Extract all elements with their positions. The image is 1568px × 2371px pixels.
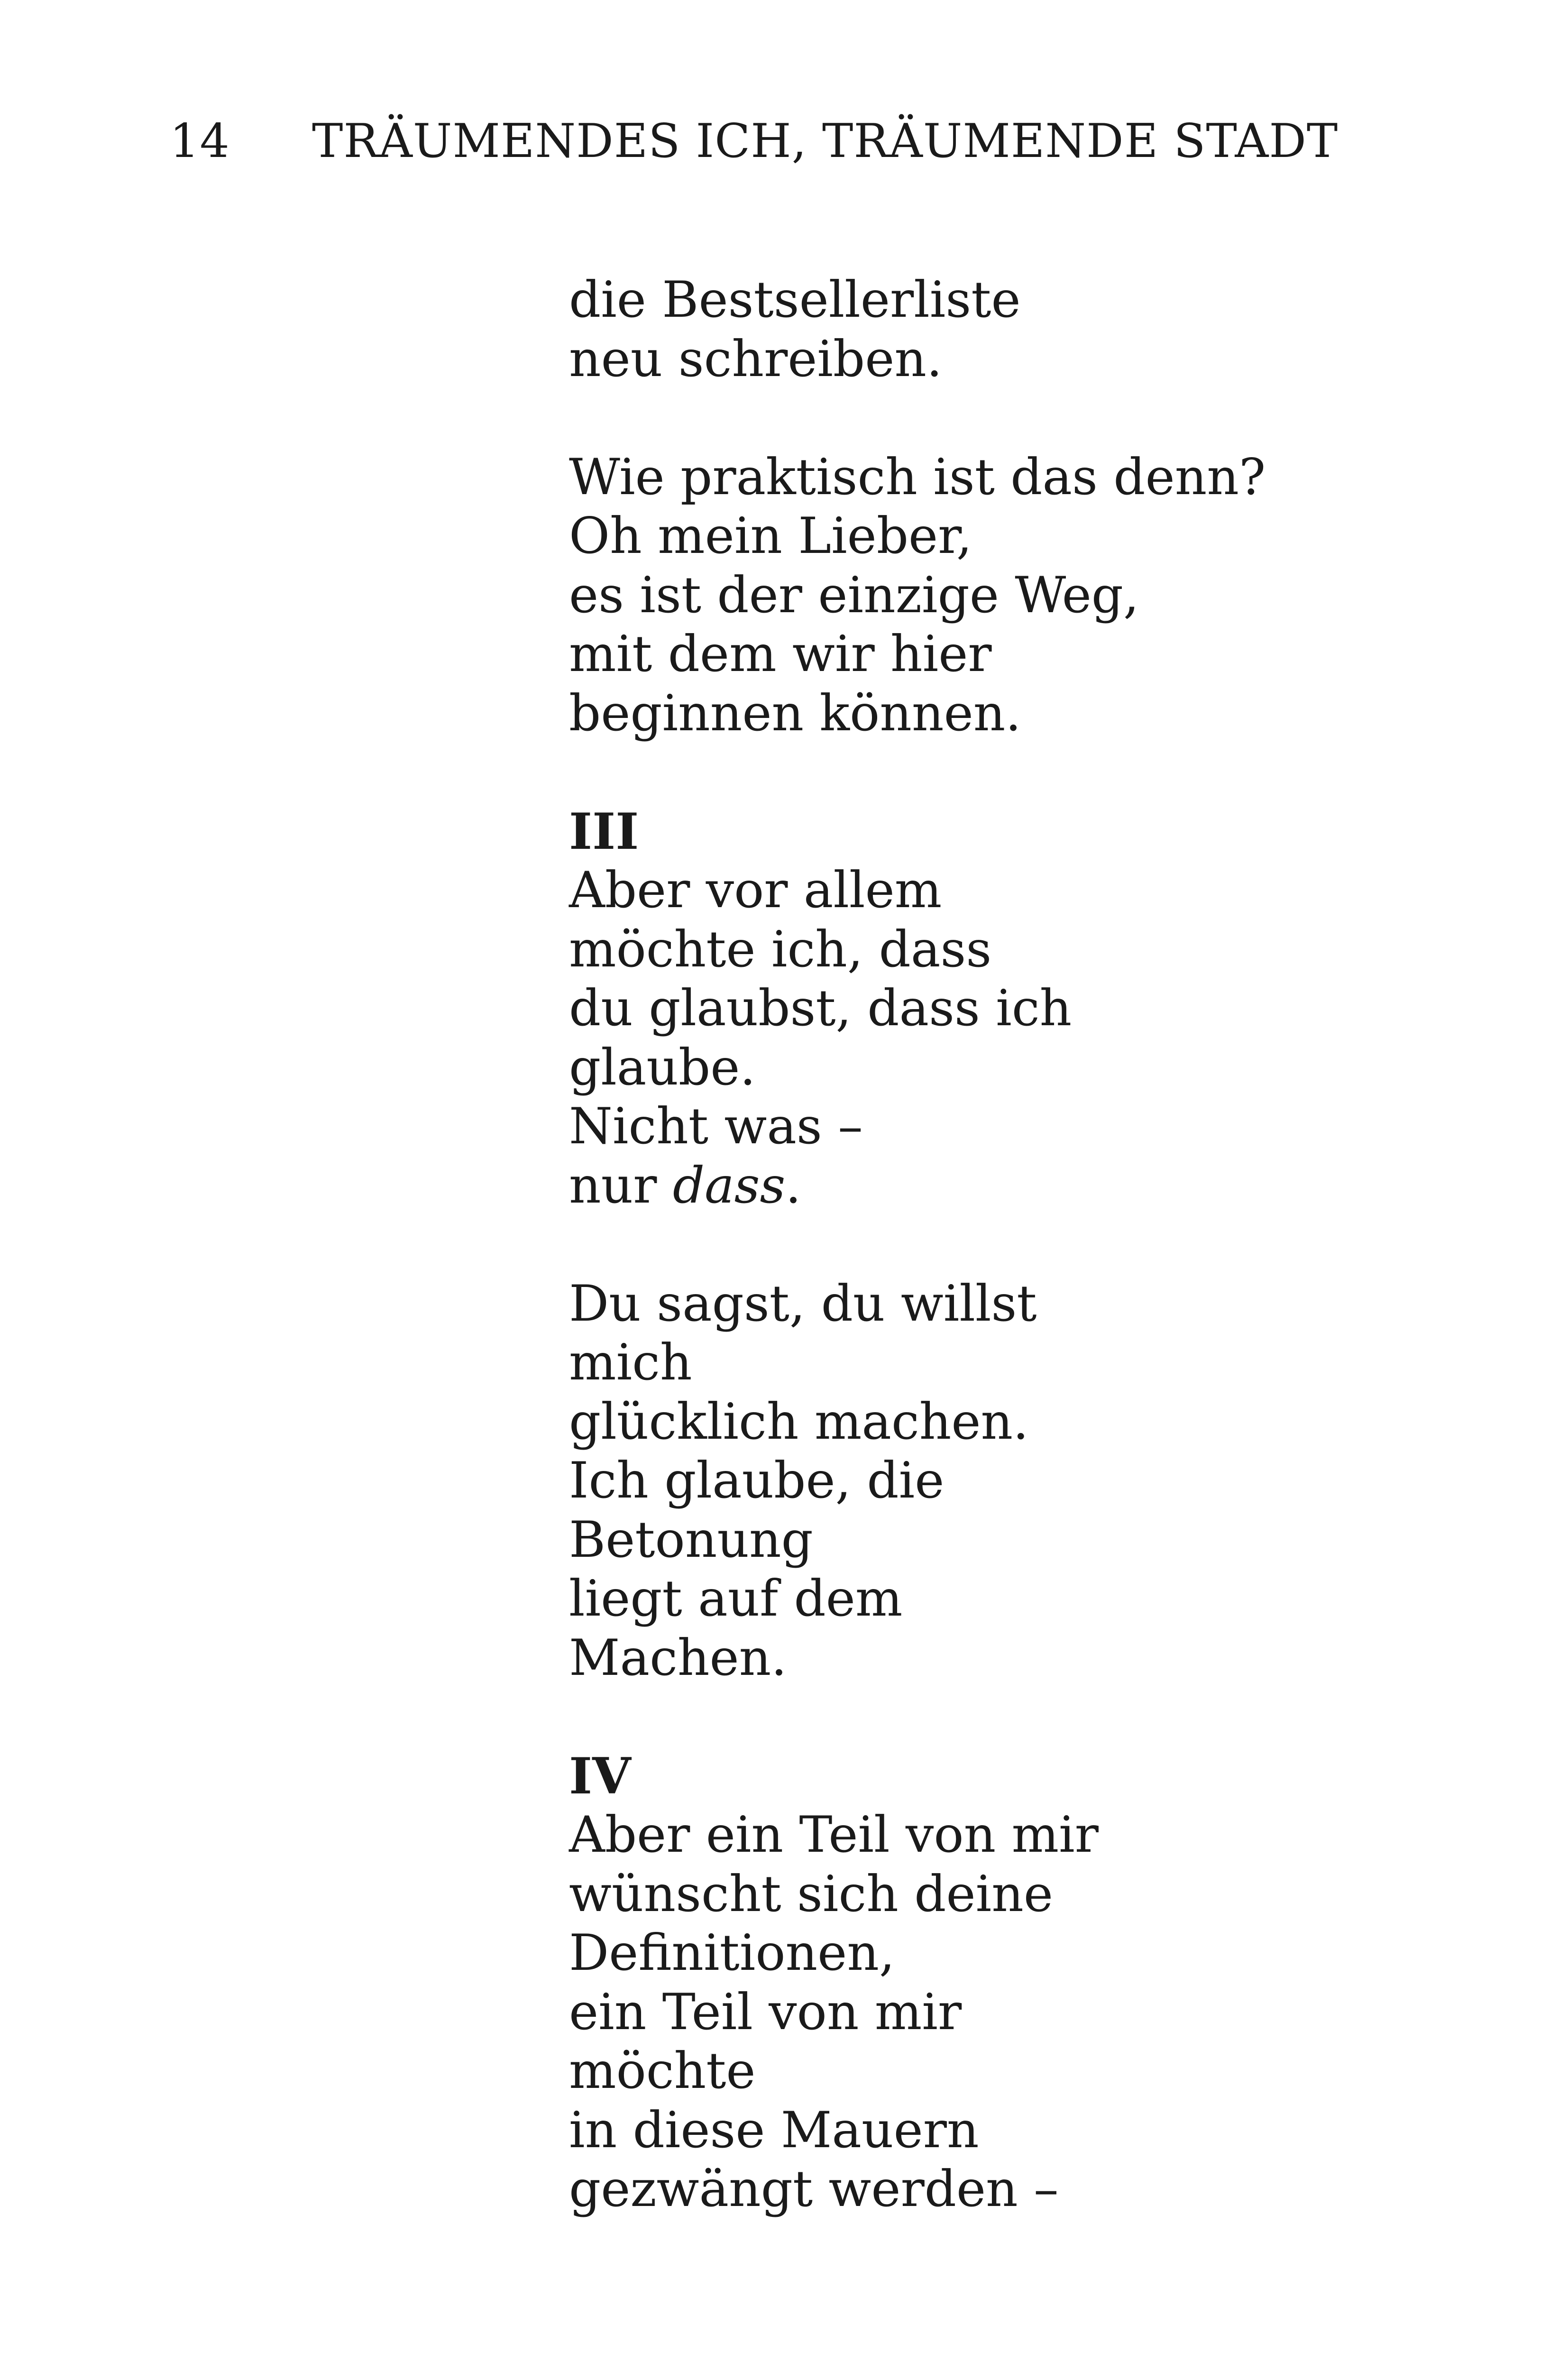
poem-line: wünscht sich deine — [569, 1865, 1053, 1923]
poem-line: in diese Mauern — [569, 2101, 979, 2159]
stanza-break — [569, 1687, 1470, 1746]
poem-line: möchte ich, dass — [569, 920, 992, 978]
running-title: TRÄUMENDES ICH, TRÄUMENDE STADT — [312, 114, 1339, 168]
poem-line: du glaubst, dass ich — [569, 979, 1072, 1037]
poem-line: ein Teil von mir — [569, 1983, 962, 2041]
poem-line: liegt auf dem — [569, 1570, 903, 1627]
poem-line: Machen. — [569, 1628, 787, 1687]
poem-line: möchte — [569, 2042, 756, 2100]
poem-text — [569, 270, 1470, 2219]
poem-line: Nicht was – — [569, 1097, 863, 1155]
poem-line: Oh mein Lieber, — [569, 507, 972, 565]
section-heading-iv: IV — [569, 1746, 631, 1805]
poem-line: gezwängt werden – — [569, 2160, 1059, 2218]
running-header — [170, 113, 1338, 170]
poem-line: Wie praktisch ist das denn? — [569, 448, 1266, 506]
stanza-break — [569, 743, 1470, 802]
line-suffix: . — [785, 1156, 801, 1214]
poem-line: mich — [569, 1333, 692, 1391]
poem-line: Aber ein Teil von mir — [569, 1806, 1099, 1864]
line-prefix: nur — [569, 1156, 673, 1214]
poem-line: Aber vor allem — [569, 861, 942, 919]
italic-emphasis: dass — [672, 1156, 786, 1214]
poem-line: Betonung — [569, 1510, 813, 1569]
poem-line: glaube. — [569, 1038, 756, 1096]
poem-line — [569, 1156, 1470, 1215]
poem-line: es ist der einzige Weg, — [569, 566, 1139, 624]
poem-line: beginnen können. — [569, 684, 1021, 742]
poem-line: glücklich machen. — [569, 1392, 1029, 1451]
stanza-break — [569, 388, 1470, 448]
poem-line: Ich glaube, die — [569, 1452, 944, 1509]
section-heading-iii: III — [569, 801, 639, 861]
poem-line: neu schreiben. — [569, 330, 943, 388]
poem-line: Definitionen, — [569, 1924, 895, 1982]
poem-line: die Bestsellerliste — [569, 271, 1021, 329]
poem-line: mit dem wir hier — [569, 625, 992, 683]
poem-line: Du sagst, du willst — [569, 1274, 1037, 1333]
stanza-break — [569, 1215, 1470, 1274]
page-number: 14 — [170, 114, 230, 168]
